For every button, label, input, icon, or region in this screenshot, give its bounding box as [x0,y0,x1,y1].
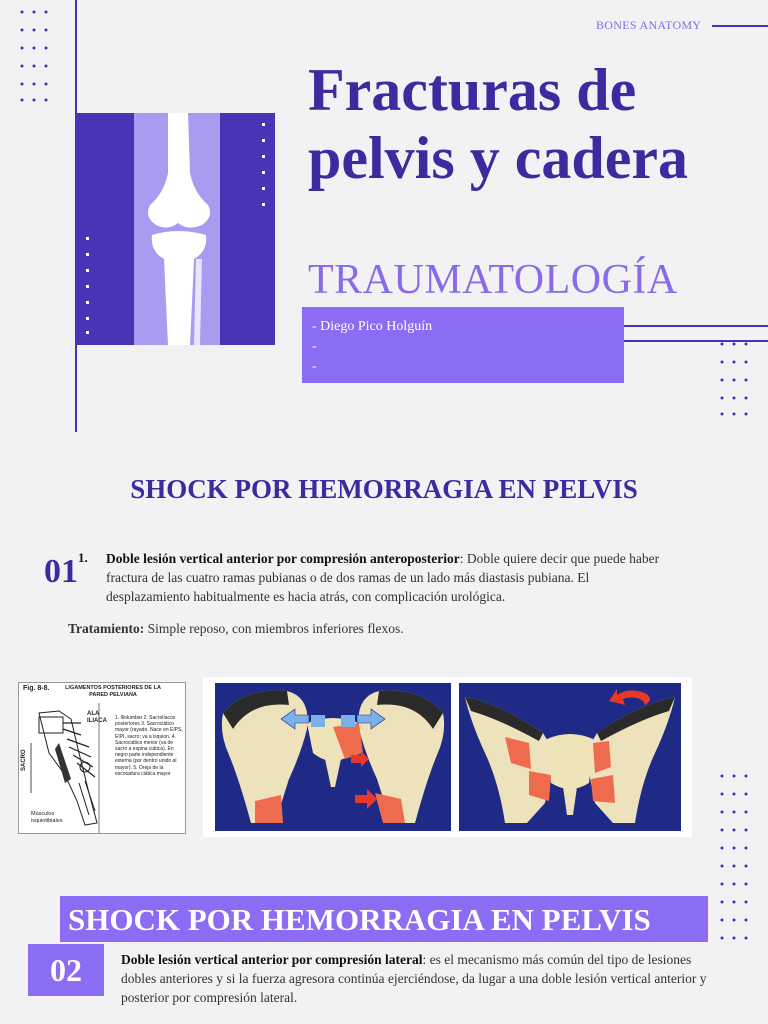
fig-label: Fig. 8-8. [23,685,50,692]
treatment-line [68,621,404,637]
section1-bold-text: Doble lesión vertical anterior por compresión anteroposterior [106,551,460,566]
fig-title: LIGAMENTOS POSTERIORES DE LA PARED PELVIANA [65,685,161,698]
treatment-label: Tratamiento: [68,621,145,636]
treatment-text: Simple reposo, con miembros inferiores flexos. [144,621,404,636]
fig-legend: 1. Iliolumbar 2. Sacrolíacos posteriores 3. Sacrociático mayor (rayado. Nace en EIPS, EIPI, sacro; va a isquion. 4. Sacrociático menor (va de sacro a espina ciática). En negro parte independiente externa (por dentro unido al mayor). 5. Oreja de la escotadura ciática mayor [115,715,183,777]
page-title: Fracturas de pelvis y cadera [308,57,688,191]
brand-label: BONES ANATOMY [596,18,702,32]
author-line: - [312,339,317,354]
author-rule-top [624,325,768,327]
ligaments-figure [18,682,186,834]
page-subtitle: TRAUMATOLOGÍA [308,257,678,303]
author-line: - Diego Pico Holguín [312,319,433,334]
section1-heading: SHOCK POR HEMORRAGIA EN PELVIS [130,474,638,504]
section2-number: 02 [28,944,104,996]
section2-body-text: : es el mecanismo más común del tipo de lesiones dobles anteriores y si la fuerza agresora continúa ejerciéndose, da lugar a una doble lesión vertical anterior y posterior por compresión lateral. [121,952,707,1005]
section2-paragraph [121,950,711,1007]
section2-bold-text: Doble lesión vertical anterior por compresión lateral [121,952,423,967]
section1-paragraph [106,549,666,606]
section2-heading: SHOCK POR HEMORRAGIA EN PELVIS [68,902,651,937]
pelvis-photos [203,677,692,837]
section1-body-text: : Doble quiere decir que puede haber fractura de las cuatro ramas pubianas o de dos ramas de un lado más diastasis pubiana. El desplazamiento habitualmente es hacia atrás, con complicación urológica. [106,551,660,604]
authors-box [302,307,624,383]
dot-grid-mid-right [720,342,750,423]
dot-grid-top-left [20,10,50,111]
dot-grid-bottom-right [720,774,750,959]
section1-list-number: 1. [78,550,88,565]
pelvis-photo-lateral-compression [459,683,681,831]
fig-bottom-label: Músculos isquiotibiales [31,811,63,824]
section1-number: 01 [44,553,78,590]
fig-side-label: SACRO [21,749,27,771]
pelvis-photo-ap-compression [215,683,451,831]
knee-xray-graphic [76,113,275,345]
fig-ala-label: ALA ILIACA [87,711,107,724]
author-line: - [312,359,317,374]
brand-rule [712,25,768,27]
